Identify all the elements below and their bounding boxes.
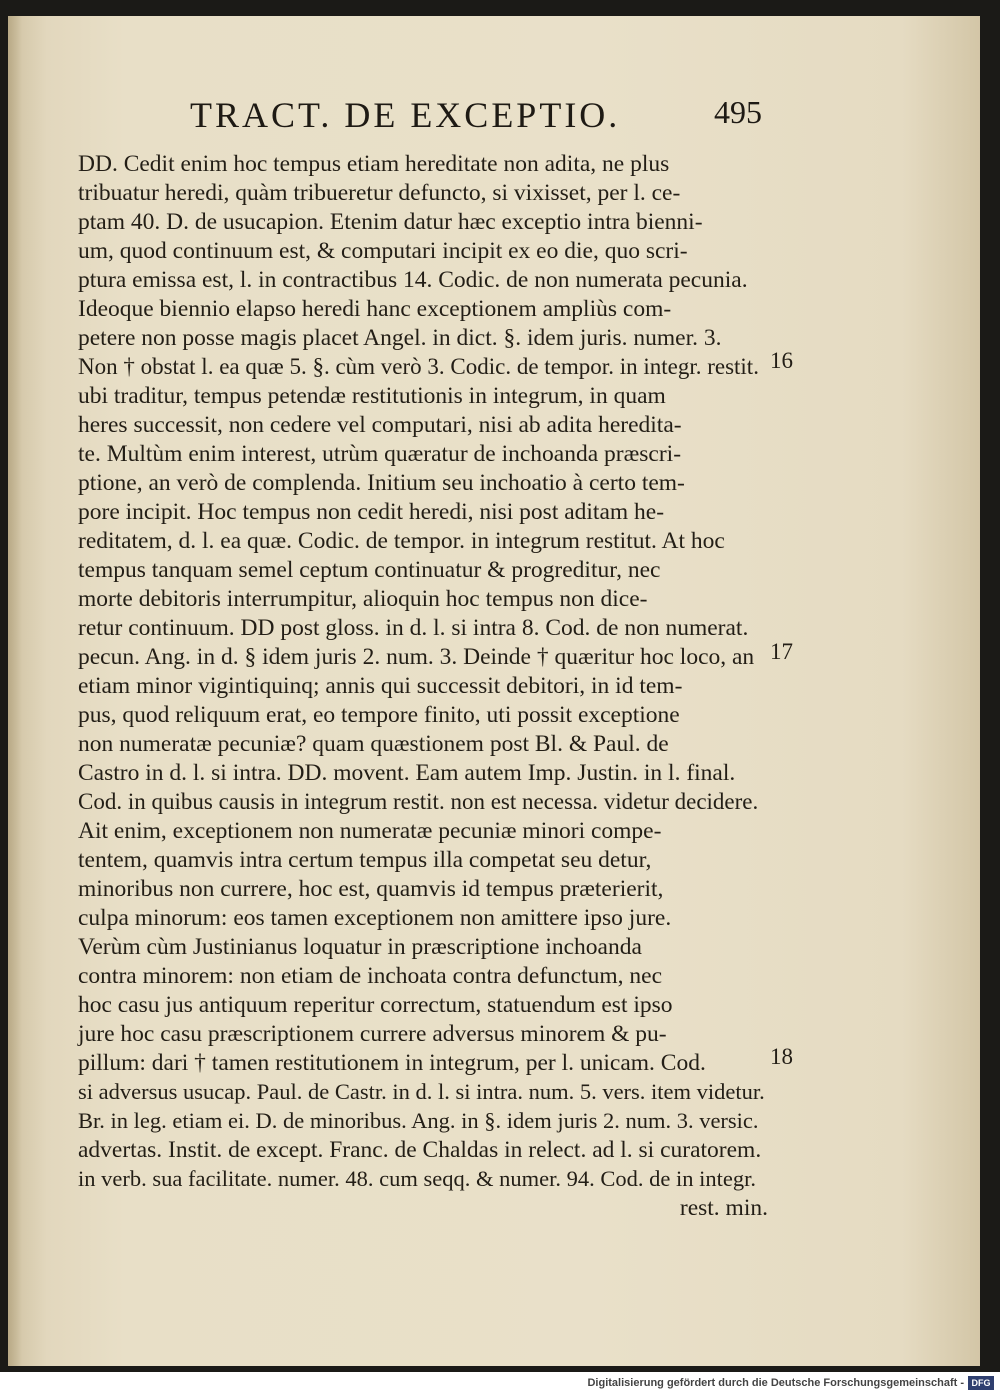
text-line: pore incipit. Hoc tempus non cedit heredi, nisi post aditam he- — [78, 499, 665, 525]
page-number: 495 — [714, 94, 762, 130]
text-line: advertas. Instit. de except. Franc. de Chaldas in relect. ad l. si curatorem. — [78, 1137, 762, 1163]
text-line: heres successit, non cedere vel computari, nisi ab adita heredita- — [78, 412, 682, 438]
text-line: pillum: dari † tamen restitutionem in integrum, per l. unicam. Cod. — [78, 1050, 706, 1076]
text-line: minoribus non currere, hoc est, quamvis id tempus præterierit, — [78, 876, 664, 902]
dfg-logo: DFG — [968, 1376, 994, 1390]
text-line: pecun. Ang. in d. § idem juris 2. num. 3. Deinde † quæritur hoc loco, an — [78, 644, 755, 670]
text-line: contra minorem: non etiam de inchoata contra defunctum, nec — [78, 963, 663, 989]
text-line: morte debitoris interrumpitur, alioquin hoc tempus non dice- — [78, 586, 648, 612]
text-line-final: rest. min. — [679, 1195, 768, 1221]
text-line: ptione, an verò de complenda. Initium seu inchoatio à certo tem- — [78, 470, 685, 496]
text-line: ptam 40. D. de usucapion. Etenim datur hæc exceptio intra bienni- — [78, 209, 703, 235]
text-line: te. Multùm enim interest, utrùm quæratur de inchoanda præscri- — [78, 441, 682, 467]
text-line: Br. in leg. etiam ei. D. de minoribus. Ang. in §. idem juris 2. num. 3. versic. — [78, 1108, 759, 1133]
text-line: reditatem, d. l. ea quæ. Codic. de tempor. in integrum restitut. At hoc — [78, 528, 725, 554]
text-line: jure hoc casu præscriptionem currere adversus minorem & pu- — [78, 1021, 667, 1047]
text-line: um, quod continuum est, & computari incipit ex eo die, quo scri- — [78, 238, 688, 264]
funding-notice: Digitalisierung gefördert durch die Deutsche Forschungsgemeinschaft - — [587, 1377, 964, 1389]
text-line: etiam minor vigintiquinq; annis qui successit debitori, in id tem- — [78, 673, 683, 699]
text-line: si adversus usucap. Paul. de Castr. in d. l. si intra. num. 5. vers. item videtur. — [78, 1079, 765, 1104]
text-line: tribuatur heredi, quàm tribueretur defuncto, si vixisset, per l. ce- — [78, 180, 681, 206]
text-line: Castro in d. l. si intra. DD. movent. Eam autem Imp. Justin. in l. final. — [78, 760, 736, 786]
footer-bar — [0, 1372, 1000, 1396]
text-line: in verb. sua facilitate. numer. 48. cum seqq. & numer. 94. Cod. de in integr. — [78, 1166, 756, 1191]
margin-note-18: 18 — [770, 1044, 793, 1069]
margin-note-16: 16 — [770, 348, 793, 373]
text-line: Verùm cùm Justinianus loquatur in præscriptione inchoanda — [78, 934, 642, 960]
text-line: tentem, quamvis intra certum tempus illa competat seu detur, — [78, 847, 652, 873]
text-line: ptura emissa est, l. in contractibus 14. Codic. de non numerata pecunia. — [78, 267, 748, 293]
text-line: retur continuum. DD post gloss. in d. l. si intra 8. Cod. de non numerat. — [78, 615, 749, 641]
text-line: hoc casu jus antiquum reperitur correctum, statuendum est ipso — [78, 992, 673, 1018]
text-line: petere non posse magis placet Angel. in dict. §. idem juris. numer. 3. — [78, 325, 722, 351]
text-line: Ait enim, exceptionem non numeratæ pecuniæ minori compe- — [78, 818, 662, 844]
text-line: non numeratæ pecuniæ? quam quæstionem post Bl. & Paul. de — [78, 731, 669, 757]
text-line: Ideoque biennio elapso heredi hanc exceptionem ampliùs com- — [78, 296, 672, 322]
margin-note-17: 17 — [770, 639, 793, 664]
running-header: TRACT. DE EXCEPTIO. — [190, 95, 621, 135]
text-line: Non † obstat l. ea quæ 5. §. cùm verò 3. Codic. de tempor. in integr. restit. — [78, 354, 759, 379]
text-line: pus, quod reliquum erat, eo tempore finito, uti possit exceptione — [78, 702, 680, 728]
text-line: ubi traditur, tempus petendæ restitutionis in integrum, in quam — [78, 383, 666, 409]
text-line: culpa minorum: eos tamen exceptionem non amittere ipso jure. — [78, 905, 672, 931]
text-line: DD. Cedit enim hoc tempus etiam hereditate non adita, ne plus — [78, 151, 670, 177]
text-line: tempus tanquam semel ceptum continuatur & progreditur, nec — [78, 557, 661, 583]
text-line: Cod. in quibus causis in integrum restit. non est necessa. videtur decidere. — [78, 789, 759, 814]
